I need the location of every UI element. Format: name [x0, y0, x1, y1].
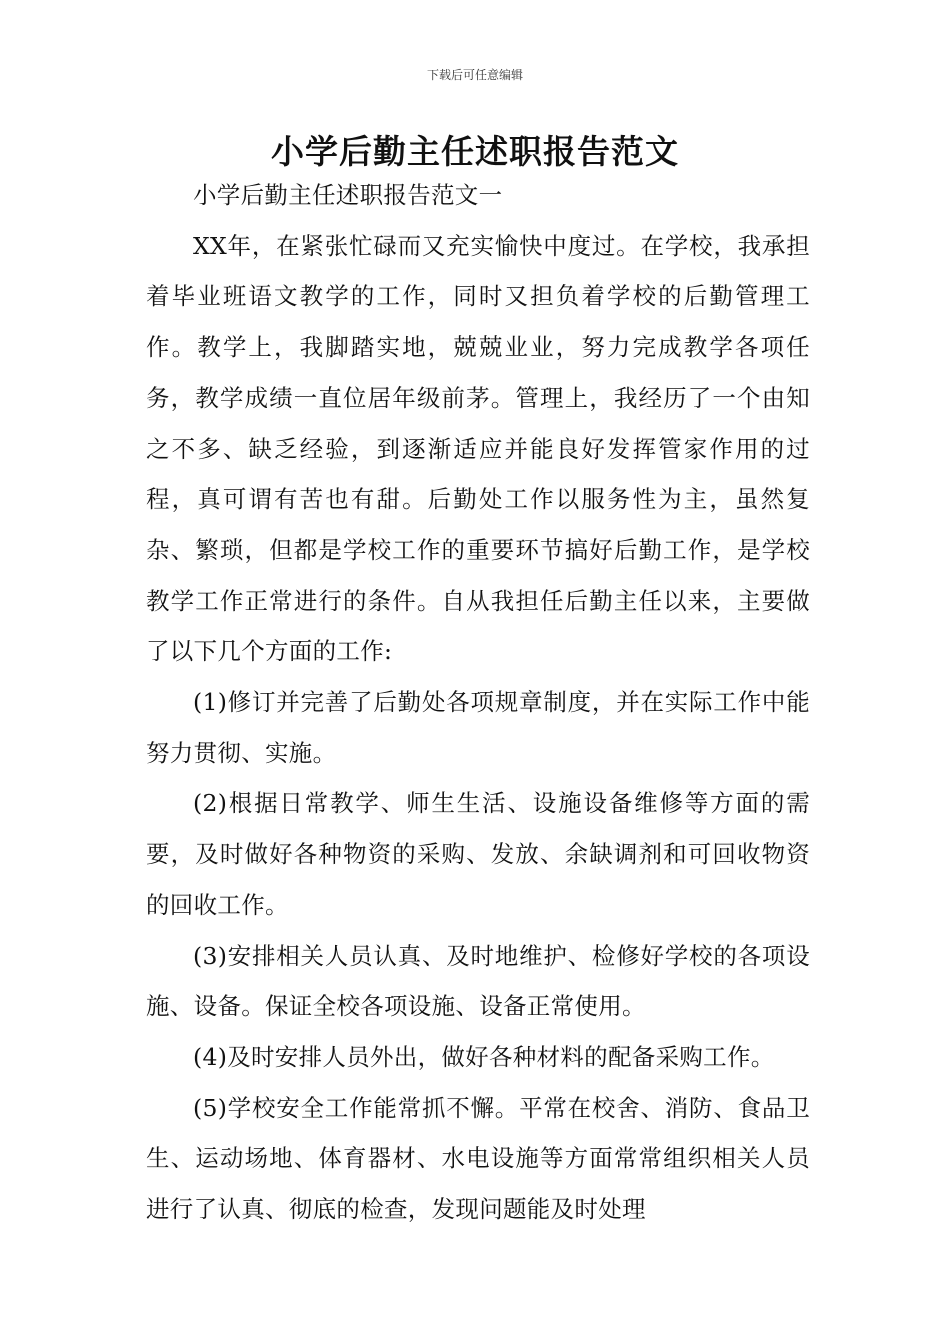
document-body: [146, 170, 810, 1235]
list-item-5: (5)学校安全工作能常抓不懈。平常在校舍、消防、食品卫生、运动场地、体育器材、水电设施等方面常常组织相关人员进行了认真、彻底的检查，发现问题能及时处理: [146, 1093, 810, 1224]
list-item-4: (4)及时安排人员外出，做好各种材料的配备采购工作。: [193, 1042, 775, 1071]
list-item-2: (2)根据日常教学、师生生活、设施设备维修等方面的需要，及时做好各种物资的采购、发放、余缺调剂和可回收物资的回收工作。: [146, 789, 810, 919]
page-header: 下载后可任意编辑: [426, 68, 523, 82]
list-item-1: (1)修订并完善了后勤处各项规章制度，并在实际工作中能努力贯彻、实施。: [146, 688, 810, 767]
document-title: 小学后勤主任述职报告范文: [271, 132, 679, 171]
body-paragraph: XX年，在紧张忙碌而又充实愉快中度过。在学校，我承担着毕业班语文教学的工作，同时又担负着学校的后勤管理工作。教学上，我脚踏实地，兢兢业业，努力完成教学各项任务，教学成绩一直位居年级前茅。管理上，我经历了一个由知之不多、缺乏经验，到逐渐适应并能良好发挥管家作用的过程，真可谓有苦也有甜。后勤处工作以服务性为主，虽然复杂、繁琐，但都是学校工作的重要环节搞好后勤工作，是学校教学工作正常进行的条件。自从我担任后勤主任以来，主要做了以下几个方面的工作:: [146, 231, 810, 666]
list-item-3: (3)安排相关人员认真、及时地维护、检修好学校的各项设施、设备。保证全校各项设施、设备正常使用。: [146, 941, 810, 1021]
subtitle-paragraph: 小学后勤主任述职报告范文一: [193, 181, 503, 209]
